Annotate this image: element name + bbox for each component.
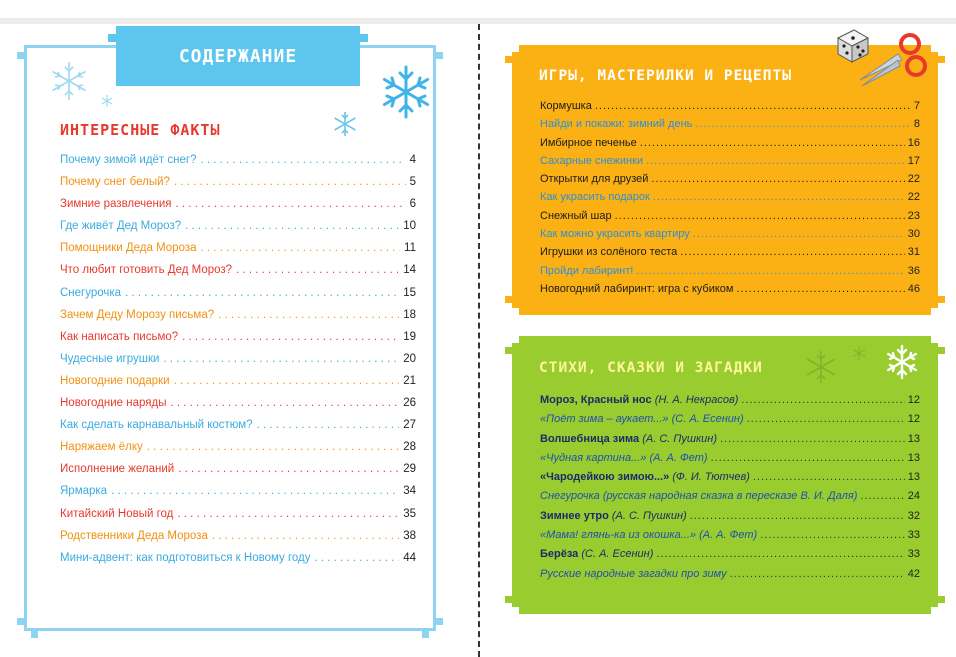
toc-entry[interactable] [540,490,920,509]
entry-author: (С. А. Есенин) [671,413,744,426]
entry-title-text: Новогодний лабиринт: игра с кубиком [540,282,734,295]
dot-leader [636,265,904,277]
page-divider [478,24,480,657]
entry-title-text: Что любит готовить Дед Мороз? [60,264,233,277]
entry-title-text: Почему зимой идёт снег? [60,154,197,166]
page-number: 36 [907,264,920,277]
dot-leader [200,154,405,166]
page-number: 31 [907,246,920,259]
poems-panel [512,336,938,614]
toc-entry-title [60,176,170,188]
entry-title-text: Открытки для друзей [540,173,649,186]
entry-title-text: Мороз, Красный нос [540,394,652,406]
toc-entry-title [60,309,214,321]
entry-title-text: Помощники Деда Мороза [60,242,197,255]
dot-leader [125,287,399,299]
dot-leader [178,463,399,475]
page-number: 23 [907,209,920,222]
dot-leader [174,375,400,387]
toc-entry-title [540,510,687,522]
entry-author: (А. С. Пушкин) [642,432,718,445]
toc-entry[interactable] [540,568,920,587]
entry-title-text: Китайский Новый год [60,507,174,520]
toc-entry-title [540,490,857,502]
page-number: 12 [907,413,920,426]
entry-title-text: Мини-адвент: как подготовиться к Новому году [60,551,311,564]
toc-entry[interactable] [60,220,416,242]
toc-entry[interactable] [60,154,416,176]
toc-entry-title [540,173,648,185]
panel-pixel [512,308,519,315]
toc-entry-title [60,198,172,210]
entry-title-text: Чудесные игрушки [60,352,160,365]
dot-leader [315,552,400,564]
toc-entry[interactable] [60,508,416,530]
entry-title-text: Кормушка [540,100,592,112]
toc-entry-title [540,433,717,445]
toc-entry-title [540,100,592,112]
panel-pixel [931,336,938,343]
frame-pixel [436,618,443,625]
dot-leader [111,485,399,497]
entry-title-text: Пройди лабиринт! [540,264,634,277]
frame-pixel [17,52,24,59]
snowflake-icon [851,345,867,361]
dot-leader [693,228,905,240]
toc-entry-title [60,397,166,409]
entry-author: (русская народная сказка в пересказе В. И. Даля) [602,490,858,503]
toc-entry[interactable] [540,548,920,567]
entry-title-text: «Чародейкою зимою...» [540,471,670,484]
page-number: 14 [403,264,416,277]
dot-leader [741,394,904,406]
entry-title-text: Найди и покажи: зимний день [540,118,693,131]
entry-title-text: Игрушки из солёного теста [540,246,678,259]
page-number: 22 [907,173,920,186]
page-number: 10 [403,220,416,233]
toc-entry[interactable] [60,242,416,264]
dot-leader [720,433,905,445]
entry-title-text: Новогодние подарки [60,374,170,387]
toc-entry-title [60,441,143,453]
toc-entry-title [540,394,738,406]
tab-pixel [108,34,116,42]
dot-leader [653,191,905,203]
toc-entry[interactable] [540,191,920,209]
entry-title-text: Новогодние наряды [60,397,167,410]
entry-title-text: Русские народные загадки про зиму [540,567,727,580]
toc-entry-title [540,283,733,295]
dot-leader [182,331,399,343]
toc-entry[interactable] [540,228,920,246]
panel-pixel [931,45,938,52]
dot-leader [640,137,905,149]
dot-leader [176,198,406,210]
page-number: 5 [409,176,416,189]
section-title-poems: СТИХИ, СКАЗКИ И ЗАГАДКИ [539,360,763,376]
toc-entry-title [540,265,633,277]
dot-leader [690,510,905,522]
toc-entry[interactable] [60,552,416,574]
snowflake-icon [332,111,358,137]
dot-leader [753,471,905,483]
dot-leader [646,155,905,167]
panel-pixel [931,308,938,315]
dot-leader [163,353,399,365]
toc-entry-title [540,228,690,240]
toc-entry[interactable] [540,510,920,529]
toc-entry-title [540,413,744,425]
panel-pixel [938,296,945,303]
dot-leader [236,264,399,276]
toc-entry[interactable] [540,210,920,228]
page-number: 27 [403,419,416,432]
toc-entry-title [540,210,612,222]
page-number: 33 [907,529,920,542]
entry-title-text: Где живёт Дед Мороз? [60,220,182,233]
toc-entry[interactable] [60,198,416,220]
toc-entry-title [60,353,159,365]
toc-entry[interactable] [540,155,920,173]
toc-entry[interactable] [540,265,920,283]
page-number: 13 [907,432,920,445]
panel-pixel [512,336,519,343]
toc-entry-title [540,191,650,203]
page-number: 33 [907,548,920,561]
page-number: 35 [403,507,416,520]
section-title-facts: ИНТЕРЕСНЫЕ ФАКТЫ [60,121,221,139]
page-number: 24 [907,490,920,503]
page-number: 34 [403,485,416,498]
panel-pixel [512,607,519,614]
toc-entry[interactable] [60,309,416,331]
toc-entry[interactable] [60,331,416,353]
entry-author: (А. С. Пушкин) [611,509,687,522]
toc-entry-title [540,246,677,258]
toc-entry-title [60,530,208,542]
dot-leader [736,283,904,295]
toc-entry-title [540,452,708,464]
entry-title-text: «Чудная картина...» [540,451,647,464]
toc-entry-title [60,242,197,254]
page-number: 11 [404,242,416,255]
dot-leader [747,413,905,425]
scissors-icon [858,30,930,88]
toc-entry-title [60,508,173,520]
dot-leader [730,568,905,580]
page-number: 13 [907,471,920,484]
entry-title-text: Снегурочка [60,286,122,299]
page-number: 16 [907,136,920,149]
toc-entry[interactable] [60,176,416,198]
page-number: 15 [403,286,416,299]
dot-leader [218,309,399,321]
panel-pixel [931,607,938,614]
dot-leader [170,397,399,409]
games-list [540,100,920,301]
toc-entry-title [60,264,232,276]
toc-entry[interactable] [60,441,416,463]
toc-entry[interactable] [60,353,416,375]
toc-entry-title [540,118,692,130]
snowflake-icon [803,349,839,385]
toc-entry[interactable] [60,419,416,441]
toc-entry[interactable] [540,529,920,548]
toc-entry-title [60,220,181,232]
toc-entry-title [540,137,637,149]
panel-pixel [505,596,512,603]
entry-title-text: «Мама! глянь-ка из окошка...» [540,529,696,542]
toc-entry[interactable] [60,264,416,286]
toc-entry[interactable] [540,283,920,301]
entry-author: (Н. А. Некрасов) [654,394,739,406]
toc-entry[interactable] [60,530,416,552]
page-number: 7 [913,100,920,112]
panel-pixel [505,296,512,303]
toc-entry[interactable] [60,375,416,397]
toc-entry-title [60,419,253,431]
toc-entry-title [60,463,174,475]
toc-entry-title [60,552,311,564]
frame-pixel [436,52,443,59]
entry-title-text: Волшебница зима [540,432,640,445]
toc-entry-title [540,568,727,580]
page-number: 44 [403,551,416,564]
entry-title-text: Зимнее утро [540,509,609,522]
page-number: 17 [907,154,920,167]
dot-leader [212,530,399,542]
snowflake-icon [100,94,114,108]
entry-title-text: Ярмарка [60,485,108,498]
page-number: 46 [907,282,920,295]
contents-title: СОДЕРЖАНИЕ [116,26,360,86]
entry-author: (А. А. Фет) [699,529,758,542]
toc-entry[interactable] [540,118,920,136]
entry-title-text: Сахарные снежинки [540,154,644,167]
toc-entry[interactable] [540,413,920,432]
page-number: 4 [409,154,416,166]
page-number: 38 [403,529,416,542]
dot-leader [257,419,400,431]
entry-title-text: Снегурочка [540,490,600,503]
toc-entry-title [60,287,121,299]
toc-entry-title [60,485,107,497]
dot-leader [680,246,905,258]
entry-title-text: Снежный шар [540,209,612,222]
toc-entry-title [540,155,643,167]
frame-pixel [17,618,24,625]
page-number: 42 [907,567,920,580]
section-title-games: ИГРЫ, МАСТЕРИЛКИ И РЕЦЕПТЫ [539,68,792,84]
dot-leader [185,220,399,232]
snowflake-icon [884,344,920,380]
tab-pixel [360,34,368,42]
dot-leader [656,548,904,560]
dot-leader [201,242,401,254]
entry-title-text: Наряжаем ёлку [60,441,143,454]
toc-entry-title [60,154,196,166]
toc-entry-title [540,529,757,541]
toc-entry[interactable] [540,452,920,471]
toc-entry-title [60,375,170,387]
panel-pixel [938,596,945,603]
panel-pixel [505,347,512,354]
frame-pixel [422,631,429,638]
page-number: 12 [907,394,920,406]
toc-entry-title [540,471,750,483]
dot-leader [595,100,911,112]
page-number: 8 [913,118,920,131]
page-number: 32 [907,509,920,522]
page-number: 6 [409,198,416,211]
frame-pixel [31,631,38,638]
entry-title-text: Исполнение желаний [60,463,175,476]
entry-title-text: Как написать письмо? [60,330,179,343]
page-number: 29 [403,463,416,476]
toc-entry[interactable] [60,287,416,309]
toc-entry[interactable] [60,485,416,507]
dot-leader [615,210,905,222]
snowflake-icon [48,60,90,102]
toc-entry[interactable] [540,394,920,413]
toc-entry-title [60,331,178,343]
toc-entry[interactable] [540,173,920,191]
dot-leader [177,508,399,520]
toc-entry[interactable] [540,471,920,490]
page-number: 22 [907,191,920,204]
page-number: 21 [403,374,416,387]
entry-title-text: Берёза [540,548,579,561]
panel-pixel [505,56,512,63]
panel-pixel [938,56,945,63]
toc-entry[interactable] [60,397,416,419]
dot-leader [651,173,904,185]
entry-author: (А. А. Фет) [649,451,708,464]
toc-entry[interactable] [540,433,920,452]
page-number: 13 [907,451,920,464]
page-number: 30 [907,228,920,241]
poems-list [540,394,920,587]
page-number: 26 [403,397,416,410]
dot-leader [695,118,910,130]
snowflake-icon [378,64,434,120]
toc-entry[interactable] [540,100,920,118]
entry-title-text: Как украсить подарок [540,191,650,204]
entry-title-text: Как можно украсить квартиру [540,228,690,241]
dot-leader [711,452,905,464]
entry-title-text: Зачем Деду Морозу письма? [60,308,215,321]
page-number: 20 [403,352,416,365]
dot-leader [174,176,406,188]
entry-author: (Ф. И. Тютчев) [672,471,750,484]
toc-entry[interactable] [60,463,416,485]
entry-title-text: Зимние развлечения [60,198,172,211]
panel-pixel [512,45,519,52]
toc-entry-title [540,548,653,560]
panel-pixel [938,347,945,354]
entry-title-text: Как сделать карнавальный костюм? [60,419,253,432]
page-number: 18 [403,308,416,321]
entry-title-text: Почему снег белый? [60,176,170,189]
facts-list [60,154,416,574]
dot-leader [760,529,905,541]
toc-entry[interactable] [540,137,920,155]
page-number: 19 [403,330,416,343]
entry-title-text: Родственники Деда Мороза [60,529,208,542]
entry-author: (С. А. Есенин) [581,548,654,561]
entry-title-text: Имбирное печенье [540,136,637,149]
dot-leader [147,441,399,453]
dot-leader [860,490,904,502]
page-number: 28 [403,441,416,454]
entry-title-text: «Поёт зима – аукает...» [540,413,669,426]
toc-entry[interactable] [540,246,920,264]
